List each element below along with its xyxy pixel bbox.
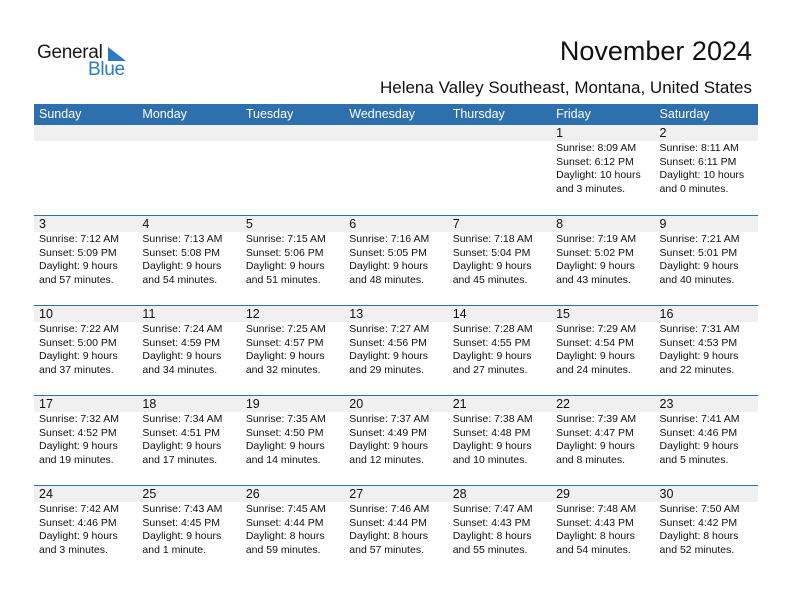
- empty-day-cell: [34, 125, 137, 196]
- day-number: 19: [245, 397, 260, 411]
- sunrise-time: Sunrise: 7:37 AM: [349, 413, 430, 425]
- sunrise-time: Sunrise: 7:12 AM: [39, 233, 119, 245]
- calendar-grid: [34, 104, 758, 575]
- sunrise-time: Sunrise: 8:09 AM: [556, 142, 637, 154]
- sunset-time: Sunset: 4:44 PM: [349, 516, 427, 529]
- day-number: 1: [556, 126, 564, 140]
- daylight-minutes: and 8 minutes.: [556, 453, 625, 466]
- sunset-time: Sunset: 4:46 PM: [39, 516, 117, 529]
- day-number: 23: [659, 397, 674, 411]
- day-number: 25: [142, 487, 157, 501]
- day-cell: [551, 306, 654, 377]
- sun-info: [660, 233, 758, 287]
- logo: [37, 42, 137, 82]
- sunrise-time: Sunrise: 7:22 AM: [39, 323, 119, 335]
- sun-info: [556, 503, 654, 557]
- sun-info: [660, 323, 758, 377]
- day-cell: [655, 306, 758, 377]
- weekday-friday: Friday: [556, 107, 591, 121]
- sun-info: [349, 233, 447, 287]
- day-number: 10: [39, 307, 53, 321]
- sun-info: [39, 413, 137, 467]
- day-cell: [137, 486, 240, 557]
- sun-info: [142, 413, 240, 467]
- day-cell: [137, 216, 240, 287]
- day-cell: [551, 486, 654, 557]
- week-days: [34, 486, 758, 557]
- weekday-monday: Monday: [142, 107, 187, 121]
- week-days: [34, 306, 758, 377]
- day-number: 4: [142, 217, 150, 231]
- sunrise-time: Sunrise: 7:46 AM: [349, 503, 430, 515]
- sunrise-time: Sunrise: 7:34 AM: [142, 413, 223, 425]
- sunset-time: Sunset: 4:43 PM: [556, 516, 634, 529]
- day-cell: [448, 216, 551, 287]
- day-cell: [34, 306, 137, 377]
- day-cell: [655, 486, 758, 557]
- day-cell: [448, 396, 551, 467]
- weekday-saturday: Saturday: [659, 107, 710, 121]
- daylight-minutes: and 24 minutes.: [556, 363, 631, 376]
- week-row: [34, 485, 758, 575]
- sun-info: [142, 503, 240, 557]
- daylight-hours: Daylight: 8 hours: [349, 530, 429, 542]
- daylight-hours: Daylight: 9 hours: [39, 530, 118, 542]
- day-cell: [34, 486, 137, 557]
- weekday-sunday: Sunday: [39, 107, 82, 121]
- day-cell: [241, 306, 344, 377]
- sunset-time: Sunset: 5:08 PM: [142, 246, 221, 259]
- daylight-minutes: and 17 minutes.: [142, 453, 218, 466]
- daylight-minutes: and 52 minutes.: [659, 543, 735, 556]
- sun-info: [556, 323, 654, 377]
- daylight-minutes: and 59 minutes.: [245, 543, 321, 556]
- day-cell: [655, 125, 758, 196]
- sunset-time: Sunset: 4:43 PM: [452, 516, 531, 529]
- weeks-container: [34, 125, 758, 575]
- sunset-time: Sunset: 4:49 PM: [349, 426, 427, 439]
- sunrise-time: Sunrise: 7:15 AM: [245, 233, 326, 245]
- location-subtitle: Helena Valley Southeast, Montana, United States: [379, 78, 752, 97]
- day-cell: [241, 396, 344, 467]
- sunset-time: Sunset: 4:45 PM: [142, 516, 221, 529]
- sun-info: [660, 413, 758, 467]
- day-number: 7: [452, 217, 460, 231]
- sunrise-time: Sunrise: 7:32 AM: [39, 413, 119, 425]
- day-cell: [241, 486, 344, 557]
- daylight-hours: Daylight: 10 hours: [556, 169, 641, 181]
- daylight-hours: Daylight: 9 hours: [349, 440, 429, 452]
- sunrise-time: Sunrise: 7:13 AM: [142, 233, 223, 245]
- sunset-time: Sunset: 4:55 PM: [452, 336, 531, 349]
- daylight-hours: Daylight: 9 hours: [452, 350, 532, 362]
- sun-info: [660, 503, 758, 557]
- daylight-minutes: and 32 minutes.: [245, 363, 321, 376]
- sunset-time: Sunset: 4:53 PM: [659, 336, 738, 349]
- sunrise-time: Sunrise: 7:27 AM: [349, 323, 430, 335]
- sunset-time: Sunset: 4:48 PM: [452, 426, 531, 439]
- daylight-minutes: and 54 minutes.: [556, 543, 631, 556]
- day-number: 14: [452, 307, 467, 321]
- sunrise-time: Sunrise: 7:19 AM: [556, 233, 637, 245]
- sunset-time: Sunset: 5:00 PM: [39, 336, 117, 349]
- sun-info: [246, 413, 344, 467]
- day-cell: [448, 486, 551, 557]
- sunrise-time: Sunrise: 7:28 AM: [452, 323, 533, 335]
- sun-info: [39, 233, 137, 287]
- sunset-time: Sunset: 4:57 PM: [245, 336, 324, 349]
- day-number: 13: [349, 307, 364, 321]
- daylight-hours: Daylight: 9 hours: [659, 350, 739, 362]
- sun-info: [453, 323, 551, 377]
- weekday-header-row: [34, 104, 758, 125]
- sunrise-time: Sunrise: 7:42 AM: [39, 503, 119, 515]
- sunset-time: Sunset: 4:56 PM: [349, 336, 427, 349]
- day-number: 28: [452, 487, 467, 501]
- sunset-time: Sunset: 4:44 PM: [245, 516, 324, 529]
- daylight-hours: Daylight: 9 hours: [349, 260, 429, 272]
- sun-info: [453, 413, 551, 467]
- sunrise-time: Sunrise: 7:24 AM: [142, 323, 223, 335]
- day-number: 3: [39, 217, 46, 231]
- daylight-minutes: and 34 minutes.: [142, 363, 218, 376]
- daylight-minutes: and 1 minute.: [142, 543, 207, 556]
- sun-info: [39, 323, 137, 377]
- day-cell: [448, 306, 551, 377]
- sunset-time: Sunset: 5:09 PM: [39, 246, 117, 259]
- sun-info: [453, 503, 551, 557]
- sunset-time: Sunset: 6:11 PM: [659, 155, 737, 168]
- day-cell: [655, 216, 758, 287]
- weekday-thursday: Thursday: [452, 107, 505, 121]
- day-cell: [551, 216, 654, 287]
- sunrise-time: Sunrise: 7:29 AM: [556, 323, 637, 335]
- day-number: 27: [349, 487, 364, 501]
- daylight-hours: Daylight: 9 hours: [452, 440, 532, 452]
- sun-info: [349, 323, 447, 377]
- day-number: 21: [452, 397, 467, 411]
- sunrise-time: Sunrise: 7:45 AM: [245, 503, 326, 515]
- logo-word-blue: Blue: [88, 59, 125, 80]
- day-cell: [344, 306, 447, 377]
- daylight-hours: Daylight: 9 hours: [245, 260, 325, 272]
- daylight-hours: Daylight: 9 hours: [556, 260, 635, 272]
- day-number: 20: [349, 397, 364, 411]
- daylight-hours: Daylight: 8 hours: [452, 530, 532, 542]
- daylight-minutes: and 3 minutes.: [39, 543, 108, 556]
- day-number: 12: [245, 307, 260, 321]
- day-number: 8: [556, 217, 564, 231]
- daylight-minutes: and 48 minutes.: [349, 273, 424, 286]
- day-cell: [551, 396, 654, 467]
- daylight-minutes: and 12 minutes.: [349, 453, 424, 466]
- week-row: [34, 305, 758, 395]
- day-number: 9: [659, 217, 667, 231]
- daylight-minutes: and 3 minutes.: [556, 182, 625, 195]
- daylight-minutes: and 14 minutes.: [245, 453, 321, 466]
- sun-info: [246, 233, 344, 287]
- daylight-hours: Daylight: 9 hours: [39, 260, 118, 272]
- daylight-hours: Daylight: 8 hours: [245, 530, 325, 542]
- daylight-hours: Daylight: 10 hours: [659, 169, 745, 181]
- day-cell: [137, 306, 240, 377]
- day-cell: [34, 216, 137, 287]
- day-cell: [551, 125, 654, 196]
- empty-day-cell: [448, 125, 551, 196]
- week-days: [34, 216, 758, 287]
- sun-info: [246, 503, 344, 557]
- sunset-time: Sunset: 5:04 PM: [452, 246, 531, 259]
- sunrise-time: Sunrise: 7:50 AM: [659, 503, 740, 515]
- week-row: [34, 395, 758, 485]
- day-number: 5: [245, 217, 253, 231]
- day-number: 11: [142, 307, 156, 321]
- daylight-minutes: and 37 minutes.: [39, 363, 114, 376]
- sunrise-time: Sunrise: 7:31 AM: [659, 323, 740, 335]
- sunrise-time: Sunrise: 7:43 AM: [142, 503, 223, 515]
- sunset-time: Sunset: 5:01 PM: [659, 246, 738, 259]
- day-number: 16: [659, 307, 674, 321]
- daylight-minutes: and 43 minutes.: [556, 273, 631, 286]
- daylight-minutes: and 51 minutes.: [245, 273, 321, 286]
- daylight-minutes: and 19 minutes.: [39, 453, 114, 466]
- daylight-hours: Daylight: 9 hours: [142, 260, 222, 272]
- sun-info: [556, 142, 654, 196]
- daylight-hours: Daylight: 9 hours: [556, 440, 635, 452]
- daylight-minutes: and 29 minutes.: [349, 363, 424, 376]
- daylight-minutes: and 0 minutes.: [659, 182, 729, 195]
- weekday-wednesday: Wednesday: [349, 107, 416, 121]
- sunrise-time: Sunrise: 7:16 AM: [349, 233, 430, 245]
- sun-info: [246, 323, 344, 377]
- daylight-hours: Daylight: 9 hours: [142, 530, 222, 542]
- sunrise-time: Sunrise: 7:47 AM: [452, 503, 533, 515]
- sunset-time: Sunset: 4:59 PM: [142, 336, 221, 349]
- sunset-time: Sunset: 6:12 PM: [556, 155, 634, 168]
- daylight-hours: Daylight: 8 hours: [556, 530, 635, 542]
- sun-info: [349, 413, 447, 467]
- sunrise-time: Sunrise: 7:21 AM: [659, 233, 740, 245]
- sunrise-time: Sunrise: 8:11 AM: [659, 142, 739, 154]
- sunrise-time: Sunrise: 7:38 AM: [452, 413, 533, 425]
- sunset-time: Sunset: 4:42 PM: [659, 516, 738, 529]
- sun-info: [142, 323, 240, 377]
- sunrise-time: Sunrise: 7:25 AM: [245, 323, 326, 335]
- week-row: [34, 125, 758, 215]
- day-number: 2: [659, 126, 667, 140]
- sunset-time: Sunset: 4:54 PM: [556, 336, 634, 349]
- day-number: 17: [39, 397, 53, 411]
- daylight-minutes: and 27 minutes.: [452, 363, 528, 376]
- daylight-minutes: and 10 minutes.: [452, 453, 528, 466]
- daylight-minutes: and 22 minutes.: [659, 363, 735, 376]
- sunrise-time: Sunrise: 7:39 AM: [556, 413, 637, 425]
- week-days: [34, 125, 758, 196]
- day-number: 29: [556, 487, 571, 501]
- daylight-minutes: and 45 minutes.: [452, 273, 528, 286]
- sunset-time: Sunset: 4:47 PM: [556, 426, 634, 439]
- sunrise-time: Sunrise: 7:35 AM: [245, 413, 326, 425]
- day-cell: [34, 396, 137, 467]
- daylight-minutes: and 5 minutes.: [659, 453, 729, 466]
- daylight-hours: Daylight: 9 hours: [39, 350, 118, 362]
- daylight-hours: Daylight: 9 hours: [556, 350, 635, 362]
- daylight-hours: Daylight: 9 hours: [659, 440, 739, 452]
- sun-info: [349, 503, 447, 557]
- daylight-hours: Daylight: 9 hours: [142, 350, 222, 362]
- sunrise-time: Sunrise: 7:18 AM: [452, 233, 533, 245]
- day-number: 22: [556, 397, 571, 411]
- logo-word-general: General: [37, 42, 103, 63]
- sunset-time: Sunset: 5:05 PM: [349, 246, 427, 259]
- daylight-minutes: and 54 minutes.: [142, 273, 218, 286]
- sunset-time: Sunset: 4:52 PM: [39, 426, 117, 439]
- empty-day-cell: [344, 125, 447, 196]
- page-title: November 2024: [559, 36, 752, 66]
- sun-info: [556, 413, 654, 467]
- sunset-time: Sunset: 4:46 PM: [659, 426, 738, 439]
- sun-info: [453, 233, 551, 287]
- daylight-hours: Daylight: 9 hours: [245, 350, 325, 362]
- sunrise-time: Sunrise: 7:41 AM: [659, 413, 740, 425]
- day-cell: [344, 396, 447, 467]
- daylight-hours: Daylight: 9 hours: [349, 350, 429, 362]
- week-row: [34, 215, 758, 305]
- sunrise-time: Sunrise: 7:48 AM: [556, 503, 637, 515]
- day-number: 18: [142, 397, 157, 411]
- sunset-time: Sunset: 5:02 PM: [556, 246, 634, 259]
- day-cell: [655, 396, 758, 467]
- sun-info: [556, 233, 654, 287]
- daylight-hours: Daylight: 9 hours: [142, 440, 222, 452]
- daylight-minutes: and 55 minutes.: [452, 543, 528, 556]
- sun-info: [39, 503, 137, 557]
- daylight-minutes: and 57 minutes.: [349, 543, 424, 556]
- day-number: 26: [245, 487, 260, 501]
- sun-info: [660, 142, 758, 196]
- daylight-hours: Daylight: 9 hours: [39, 440, 118, 452]
- day-cell: [344, 486, 447, 557]
- empty-day-cell: [137, 125, 240, 196]
- weekday-tuesday: Tuesday: [245, 107, 294, 121]
- daylight-hours: Daylight: 9 hours: [659, 260, 739, 272]
- day-number: 24: [39, 487, 53, 501]
- day-cell: [137, 396, 240, 467]
- daylight-hours: Daylight: 9 hours: [452, 260, 532, 272]
- daylight-minutes: and 57 minutes.: [39, 273, 114, 286]
- sunset-time: Sunset: 5:06 PM: [245, 246, 324, 259]
- week-days: [34, 396, 758, 467]
- daylight-hours: Daylight: 8 hours: [659, 530, 739, 542]
- sun-info: [142, 233, 240, 287]
- day-number: 15: [556, 307, 571, 321]
- day-cell: [241, 216, 344, 287]
- sunset-time: Sunset: 4:51 PM: [142, 426, 221, 439]
- daylight-minutes: and 40 minutes.: [659, 273, 735, 286]
- empty-day-cell: [241, 125, 344, 196]
- sunset-time: Sunset: 4:50 PM: [245, 426, 324, 439]
- day-cell: [344, 216, 447, 287]
- daylight-hours: Daylight: 9 hours: [245, 440, 325, 452]
- day-number: 6: [349, 217, 357, 231]
- day-number: 30: [659, 487, 674, 501]
